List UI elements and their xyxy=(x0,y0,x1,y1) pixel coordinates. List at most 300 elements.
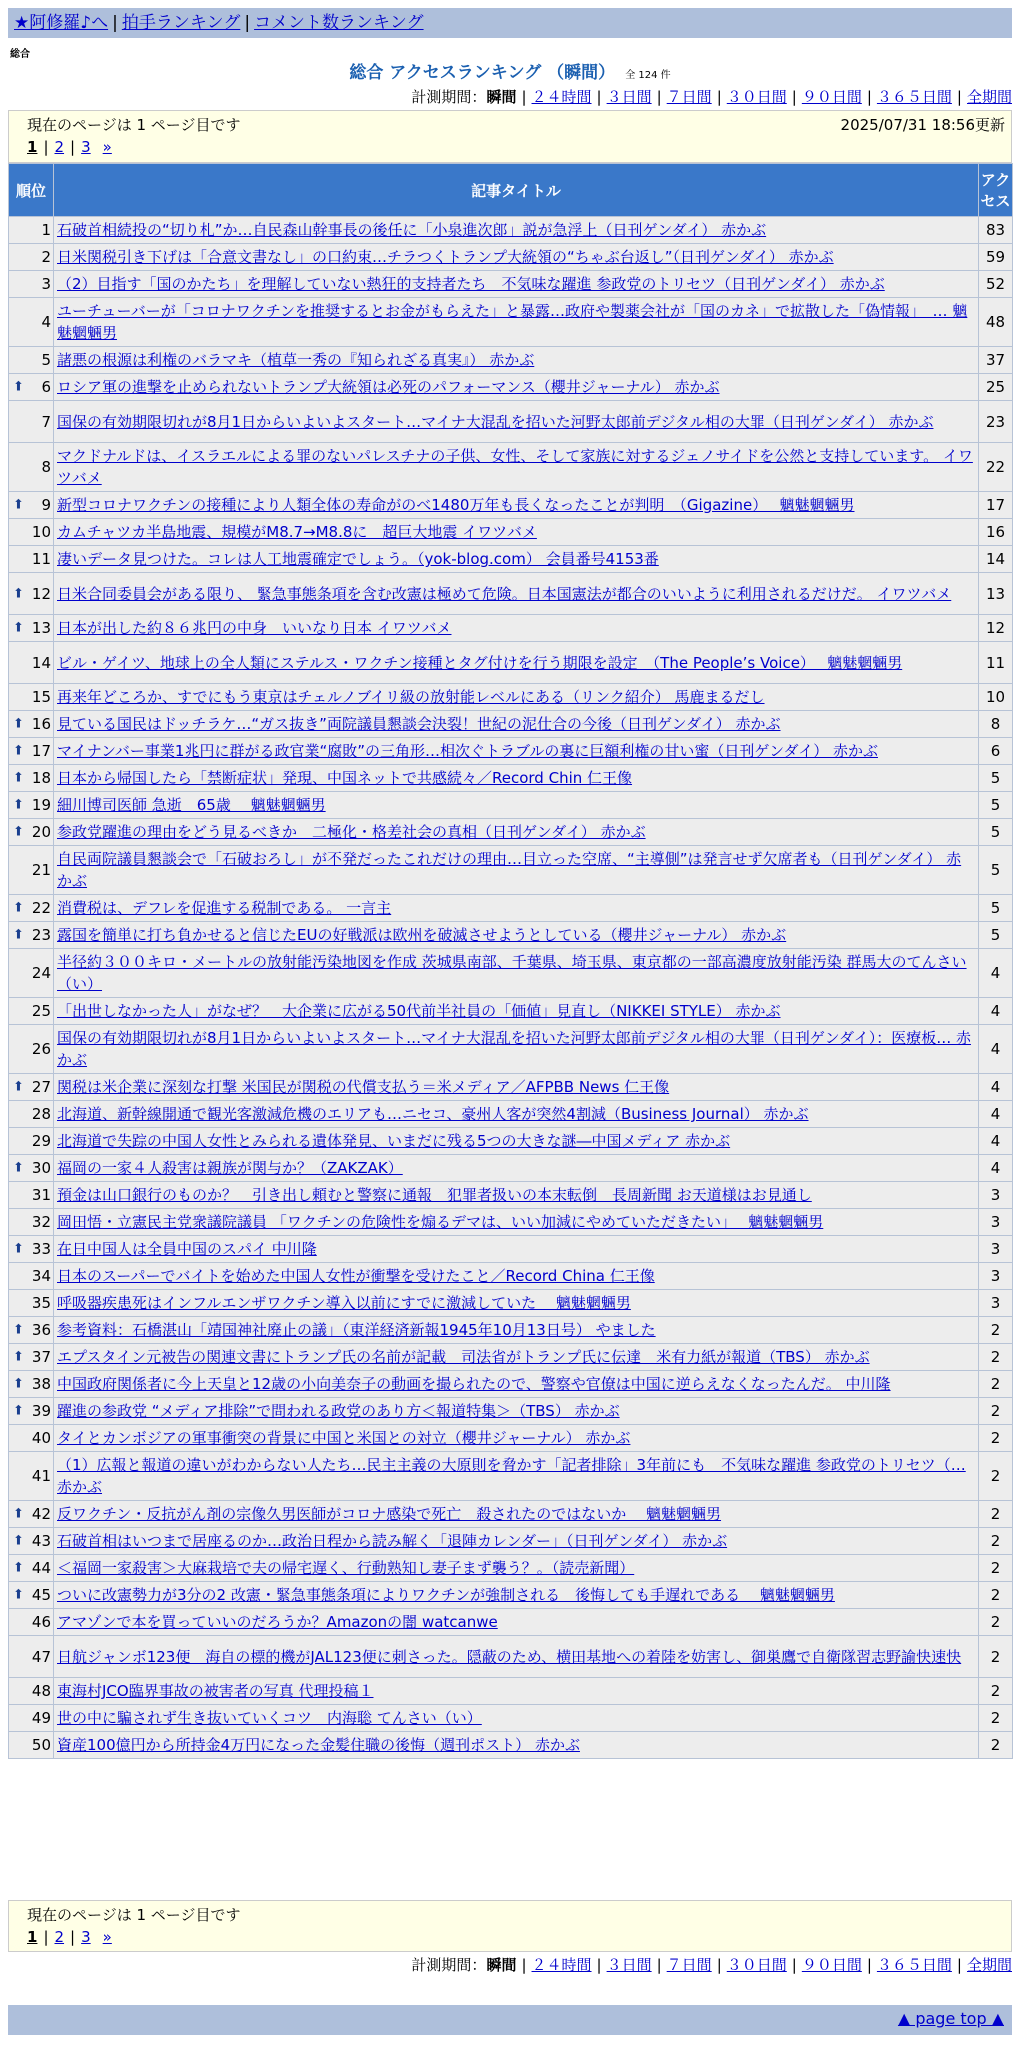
period-7d-link[interactable]: ７日間 xyxy=(666,88,712,106)
table-row xyxy=(9,711,1013,738)
page-3-link[interactable]: 3 xyxy=(81,1928,91,1946)
rank-cell xyxy=(9,401,54,443)
rank-number: 6 xyxy=(41,378,51,396)
article-link[interactable]: 中国政府関係者に今上天皇と12歳の小向美奈子の動画を撮られたので、警察や官僚は中国に逆らえなくなったんだ。 中川隆 xyxy=(57,1375,891,1393)
title-cell xyxy=(54,1182,979,1209)
access-count: 4 xyxy=(979,1101,1013,1128)
rank-cell xyxy=(9,1732,54,1759)
rank-cell xyxy=(9,1398,54,1425)
access-count: 3 xyxy=(979,1182,1013,1209)
rank-cell xyxy=(9,1182,54,1209)
article-link[interactable]: 参考資料：石橋湛山「靖国神社廃止の議」（東洋経済新報1945年10月13日号） やました xyxy=(57,1321,656,1339)
table-row xyxy=(9,1528,1013,1555)
rank-cell xyxy=(9,519,54,546)
article-link[interactable]: 岡田悟・立憲民主党衆議院議員 「ワクチンの危険性を煽るデマは、いい加減にやめていただきたい」 魑魅魍魎男 xyxy=(57,1213,824,1231)
rank-number: 24 xyxy=(31,964,51,982)
rank-cell xyxy=(9,922,54,949)
access-count: 83 xyxy=(979,217,1013,244)
access-count: 3 xyxy=(979,1263,1013,1290)
table-row xyxy=(9,1609,1013,1636)
article-link[interactable]: 関税は米企業に深刻な打撃 米国民が関税の代償支払う＝米メディア／AFPBB News 仁王像 xyxy=(57,1078,670,1096)
article-link[interactable]: 国保の有効期限切れが8月1日からいよいよスタート…マイナ大混乱を招いた河野太郎前デジタル相の大罪（日刊ゲンダイ）：医療板… 赤かぶ xyxy=(57,1029,971,1069)
period-selector-bottom: 計測期間：瞬間 | ２４時間 | ３日間 | ７日間 | ３０日間 | ９０日間 | ３６５日間 | 全期間 xyxy=(411,1956,1012,1974)
up-arrow-icon: ⬆ xyxy=(13,497,24,513)
access-count: 5 xyxy=(979,765,1013,792)
period-30d-link[interactable]: ３０日間 xyxy=(726,1956,787,1974)
title-cell xyxy=(54,711,979,738)
rank-number: 39 xyxy=(31,1402,51,1420)
access-count: 2 xyxy=(979,1678,1013,1705)
article-link[interactable]: 細川博司医師 急逝 65歳 魑魅魍魎男 xyxy=(57,796,326,814)
table-row xyxy=(9,492,1013,519)
rank-number: 29 xyxy=(31,1132,51,1150)
article-link[interactable]: マクドナルドは、イスラエルによる罪のないパレスチナの子供、女性、そして家族に対するジェノサイドを公然と支持しています。 イワツバメ xyxy=(57,447,973,487)
access-count: 48 xyxy=(979,298,1013,347)
rank-number: 44 xyxy=(31,1559,51,1577)
period-all-link[interactable]: 全期間 xyxy=(966,1956,1012,1974)
table-row xyxy=(9,374,1013,401)
title-cell xyxy=(54,1263,979,1290)
access-count: 2 xyxy=(979,1582,1013,1609)
period-365d-link[interactable]: ３６５日間 xyxy=(876,88,952,106)
access-count: 6 xyxy=(979,738,1013,765)
rank-cell xyxy=(9,642,54,684)
period-current: 瞬間 xyxy=(486,88,517,106)
article-link[interactable]: 新型コロナワクチンの接種により人類全体の寿命がのべ1480万年も長くなったことが判明 （Gigazine） 魑魅魍魎男 xyxy=(57,496,855,514)
title-cell xyxy=(54,949,979,998)
rank-number: 4 xyxy=(41,313,51,331)
article-link[interactable]: ついに改憲勢力が3分の2 改憲・緊急事態条項によりワクチンが強制される 後悔しても手遅れである 魑魅魍魎男 xyxy=(57,1586,835,1604)
rank-number: 21 xyxy=(31,861,51,879)
article-link[interactable]: 諸悪の根源は利権のバラマキ（植草一秀の『知られざる真実』） 赤かぶ xyxy=(57,351,535,369)
table-row xyxy=(9,1290,1013,1317)
access-count: 17 xyxy=(979,492,1013,519)
rank-number: 47 xyxy=(31,1647,51,1666)
table-row xyxy=(9,1128,1013,1155)
rank-number: 20 xyxy=(31,823,51,841)
article-link[interactable]: 日米合同委員会がある限り、 緊急事態条項を含む改憲は極めて危険。日本国憲法が都合のいいように利用されるだけだ。 イワツバメ xyxy=(57,584,952,603)
title-cell xyxy=(54,922,979,949)
title-cell xyxy=(54,401,979,443)
title-cell xyxy=(54,573,979,615)
access-count: 5 xyxy=(979,846,1013,895)
title-cell xyxy=(54,374,979,401)
article-link[interactable]: 半径約３００キロ・メートルの放射能汚染地図を作成 茨城県南部、千葉県、埼玉県、東京都の一部高濃度放射能汚染 群馬大のてんさい（い） xyxy=(57,953,967,993)
access-count: 2 xyxy=(979,1398,1013,1425)
title-cell xyxy=(54,1155,979,1182)
table-row xyxy=(9,642,1013,684)
access-count: 14 xyxy=(979,546,1013,573)
access-count: 2 xyxy=(979,1528,1013,1555)
table-row xyxy=(9,1732,1013,1759)
title-cell xyxy=(54,546,979,573)
rank-number: 41 xyxy=(31,1467,51,1485)
rank-cell xyxy=(9,298,54,347)
rank-cell xyxy=(9,1317,54,1344)
page-top-link[interactable]: ▲ page top ▲ xyxy=(897,2009,1004,2028)
table-row xyxy=(9,1236,1013,1263)
rank-number: 22 xyxy=(31,899,51,917)
title-cell xyxy=(54,1609,979,1636)
article-link[interactable]: （2）目指す「国のかたち」を理解していない熱狂的支持者たち 不気味な躍進 参政党のトリセツ（日刊ゲンダイ） 赤かぶ xyxy=(57,275,885,293)
rank-number: 50 xyxy=(31,1736,51,1754)
table-row xyxy=(9,298,1013,347)
rank-number: 45 xyxy=(31,1586,51,1604)
access-count: 2 xyxy=(979,1371,1013,1398)
page-1-current: 1 xyxy=(27,138,38,156)
article-link[interactable]: 北海道、新幹線開通で観光客激減危機のエリアも…ニセコ、豪州人客が突然4割減（Business Journal） 赤かぶ xyxy=(57,1105,809,1123)
nav-separator: | xyxy=(112,13,118,33)
page-links: 1 | 2 | 3 » xyxy=(27,1928,112,1946)
rank-cell xyxy=(9,792,54,819)
rank-cell xyxy=(9,1344,54,1371)
table-row xyxy=(9,1501,1013,1528)
ranking-table xyxy=(8,163,1013,1759)
rank-cell xyxy=(9,1236,54,1263)
access-count: 16 xyxy=(979,519,1013,546)
title-cell xyxy=(54,492,979,519)
period-label: 計測期間： xyxy=(411,1956,487,1974)
up-arrow-icon: ⬆ xyxy=(13,1506,24,1522)
access-count: 4 xyxy=(979,998,1013,1025)
pager-top xyxy=(8,110,1012,163)
article-link[interactable]: （1）広報と報道の違いがわからない人たち…民主主義の大原則を脅かす「記者排除」3年前にも 不気味な躍進 参政党のトリセツ（… 赤かぶ xyxy=(57,1456,966,1496)
rank-number: 35 xyxy=(31,1294,51,1312)
article-link[interactable]: ＜福岡一家殺害＞大麻栽培で夫の帰宅遅く、行動熟知し妻子まず襲う？。（読売新聞） xyxy=(57,1559,635,1577)
article-link[interactable]: カムチャツカ半島地震、規模がM8.7→M8.8に 超巨大地震 イワツバメ xyxy=(57,523,537,541)
title-cell xyxy=(54,684,979,711)
access-count: 2 xyxy=(979,1609,1013,1636)
access-count: 2 xyxy=(979,1555,1013,1582)
up-arrow-icon: ⬆ xyxy=(13,620,24,636)
table-row xyxy=(9,1636,1013,1678)
title-cell xyxy=(54,1705,979,1732)
table-row xyxy=(9,347,1013,374)
access-count: 37 xyxy=(979,347,1013,374)
title-cell xyxy=(54,1501,979,1528)
rank-cell xyxy=(9,271,54,298)
rank-number: 9 xyxy=(41,496,51,514)
title-cell xyxy=(54,519,979,546)
access-count: 25 xyxy=(979,374,1013,401)
rank-cell xyxy=(9,1452,54,1501)
title-cell xyxy=(54,1425,979,1452)
rank-number: 42 xyxy=(31,1505,51,1523)
rank-cell xyxy=(9,998,54,1025)
article-link[interactable]: 自民両院議員懇談会で「石破おろし」が不発だったこれだけの理由…目立った空席、“主導側”は発言せず欠席者も（日刊ゲンダイ） 赤かぶ xyxy=(57,850,962,890)
table-row xyxy=(9,1555,1013,1582)
table-row xyxy=(9,1425,1013,1452)
up-arrow-icon: ⬆ xyxy=(13,927,24,943)
title-cell xyxy=(54,1074,979,1101)
period-90d-link[interactable]: ９０日間 xyxy=(801,88,862,106)
access-count: 3 xyxy=(979,1236,1013,1263)
period-24h-link[interactable]: ２４時間 xyxy=(531,1956,592,1974)
table-row xyxy=(9,519,1013,546)
title-cell xyxy=(54,1555,979,1582)
access-count: 23 xyxy=(979,401,1013,443)
rank-number: 2 xyxy=(41,248,51,266)
rank-cell xyxy=(9,374,54,401)
access-count: 13 xyxy=(979,573,1013,615)
title-cell xyxy=(54,1101,979,1128)
rank-cell xyxy=(9,1555,54,1582)
up-arrow-icon: ⬆ xyxy=(13,1533,24,1549)
article-link[interactable]: 日米関税引き下げは「合意文書なし」の口約束…チラつくトランプ大統領の“ちゃぶ台返し”（日刊ゲンダイ） 赤かぶ xyxy=(57,248,834,266)
access-count: 4 xyxy=(979,1128,1013,1155)
article-link[interactable]: 資産100億円から所持金4万円になった金髪住職の後悔（週刊ポスト） 赤かぶ xyxy=(57,1736,580,1754)
article-link[interactable]: 福岡の一家４人殺害は親族が関与か？（ZAKZAK） xyxy=(57,1159,403,1177)
table-row xyxy=(9,1317,1013,1344)
page-links: 1 | 2 | 3 » xyxy=(27,138,112,156)
access-count: 8 xyxy=(979,711,1013,738)
up-arrow-icon: ⬆ xyxy=(13,1587,24,1603)
table-row xyxy=(9,1025,1013,1074)
rank-number: 38 xyxy=(31,1375,51,1393)
article-link[interactable]: 在日中国人は全員中国のスパイ 中川隆 xyxy=(57,1240,317,1258)
table-row xyxy=(9,271,1013,298)
article-link[interactable]: エプスタイン元被告の関連文書にトランプ氏の名前が記載 司法省がトランプ氏に伝達 米有力紙が報道（TBS） 赤かぶ xyxy=(57,1348,870,1366)
table-row xyxy=(9,1678,1013,1705)
period-365d-link[interactable]: ３６５日間 xyxy=(876,1956,952,1974)
article-link[interactable]: 国保の有効期限切れが8月1日からいよいよスタート…マイナ大混乱を招いた河野太郎前デジタル相の大罪（日刊ゲンダイ） 赤かぶ xyxy=(57,412,934,431)
article-link[interactable]: 預金は山口銀行のものか？ 引き出し頼むと警察に通報 犯罪者扱いの本末転倒 長周新聞 お天道様はお見通し xyxy=(57,1186,812,1204)
rank-cell xyxy=(9,1501,54,1528)
up-arrow-icon: ⬆ xyxy=(13,797,24,813)
up-arrow-icon: ⬆ xyxy=(13,1079,24,1095)
updated-timestamp: 2025/07/31 18:56更新 xyxy=(840,116,1005,134)
rank-number: 23 xyxy=(31,926,51,944)
rank-number: 8 xyxy=(41,458,51,476)
title-cell xyxy=(54,819,979,846)
comment-ranking-link[interactable]: コメント数ランキング xyxy=(254,13,424,33)
period-all-link[interactable]: 全期間 xyxy=(966,88,1012,106)
up-arrow-icon: ⬆ xyxy=(13,379,24,395)
rank-cell xyxy=(9,1155,54,1182)
rank-number: 37 xyxy=(31,1348,51,1366)
access-count: 2 xyxy=(979,1344,1013,1371)
article-link[interactable]: 北海道で失踪の中国人女性とみられる遺体発見、いまだに残る5つの大きな謎―中国メディア 赤かぶ xyxy=(57,1132,731,1150)
rank-cell xyxy=(9,1609,54,1636)
up-arrow-icon: ⬆ xyxy=(13,1322,24,1338)
article-link[interactable]: アマゾンで本を買っていいのだろうか？Amazonの闇 watcanwe xyxy=(57,1613,498,1631)
table-row xyxy=(9,1182,1013,1209)
page-title xyxy=(0,61,1020,88)
article-link[interactable]: 反ワクチン・反抗がん剤の宗像久男医師がコロナ感染で死亡 殺されたのではないか 魑魅魍魎男 xyxy=(57,1505,722,1523)
rank-cell xyxy=(9,1101,54,1128)
rank-number: 40 xyxy=(31,1429,51,1447)
item-count: 全 124 件 xyxy=(625,70,671,81)
up-arrow-icon: ⬆ xyxy=(13,900,24,916)
rank-number: 43 xyxy=(31,1532,51,1550)
rank-number: 3 xyxy=(41,275,51,293)
rank-cell xyxy=(9,684,54,711)
rank-cell xyxy=(9,1290,54,1317)
title-cell xyxy=(54,792,979,819)
rank-cell xyxy=(9,711,54,738)
title-cell xyxy=(54,1290,979,1317)
table-row xyxy=(9,998,1013,1025)
rank-number: 30 xyxy=(31,1159,51,1177)
table-row xyxy=(9,615,1013,642)
article-link[interactable]: 東海村JCO臨界事故の被害者の写真 代理投稿１ xyxy=(57,1682,374,1700)
article-link[interactable]: 「出世しなかった人」がなぜ？ 大企業に広がる50代前半社員の「価値」見直し（NIKKEI STYLE） 赤かぶ xyxy=(57,1002,781,1020)
article-link[interactable]: 日航ジャンボ123便 海自の標的機がJAL123便に刺さった。隠蔽のため、横田基地への着陸を妨害し、御巣鷹で自衛隊習志野諭快速快 xyxy=(57,1647,962,1666)
rank-cell xyxy=(9,1209,54,1236)
rank-number: 18 xyxy=(31,769,51,787)
rank-number: 36 xyxy=(31,1321,51,1339)
rank-number: 12 xyxy=(31,584,51,603)
article-link[interactable]: 日本が出した約８６兆円の中身 いいなり日本 イワツバメ xyxy=(57,619,452,637)
article-link[interactable]: 見ている国民はドッチラケ…“ガス抜き”両院議員懇談会決裂！世紀の泥仕合の今後（日刊ゲンダイ） 赤かぶ xyxy=(57,715,781,733)
rank-number: 10 xyxy=(31,523,51,541)
access-count: 2 xyxy=(979,1705,1013,1732)
access-count: 2 xyxy=(979,1425,1013,1452)
title-cell xyxy=(54,895,979,922)
access-count: 3 xyxy=(979,1290,1013,1317)
rank-cell xyxy=(9,492,54,519)
page-status: 現在のページは 1 ページ目です xyxy=(27,1906,241,1924)
article-link[interactable]: 参政党躍進の理由をどう見るべきか 二極化・格差社会の真相（日刊ゲンダイ） 赤かぶ xyxy=(57,823,646,841)
title-cell xyxy=(54,1678,979,1705)
page-2-link[interactable]: 2 xyxy=(54,138,65,156)
article-link[interactable]: ユーチューバーが「コロナワクチンを推奨するとお金がもらえた」と暴露…政府や製薬会社が「国のカネ」で拡散した「偽情報」 … 魑魅魍魎男 xyxy=(57,302,968,342)
up-arrow-icon: ⬆ xyxy=(13,1349,24,1365)
rank-number: 14 xyxy=(31,653,51,672)
rank-header: 順位 xyxy=(9,164,54,217)
category-label: 総合 xyxy=(10,49,30,60)
rank-number: 27 xyxy=(31,1078,51,1096)
rank-cell xyxy=(9,1074,54,1101)
article-link[interactable]: 日本から帰国したら「禁断症状」発現、中国ネットで共感続々／Record Chin 仁王像 xyxy=(57,769,633,787)
period-24h-link[interactable]: ２４時間 xyxy=(531,88,592,106)
table-row xyxy=(9,1398,1013,1425)
access-count: 2 xyxy=(979,1501,1013,1528)
rank-cell xyxy=(9,1636,54,1678)
table-row xyxy=(9,443,1013,492)
title-cell xyxy=(54,765,979,792)
access-count: 3 xyxy=(979,1209,1013,1236)
access-count: 59 xyxy=(979,244,1013,271)
access-count: 5 xyxy=(979,922,1013,949)
period-90d-link[interactable]: ９０日間 xyxy=(801,1956,862,1974)
rank-cell xyxy=(9,1025,54,1074)
period-3d-link[interactable]: ３日間 xyxy=(606,88,652,106)
article-link[interactable]: 凄いデータ見つけた。コレは人工地震確定でしょう。（yok-blog.com） 会員番号4153番 xyxy=(57,550,659,568)
access-count: 11 xyxy=(979,642,1013,684)
title-cell xyxy=(54,1732,979,1759)
table-row xyxy=(9,1101,1013,1128)
access-count: 2 xyxy=(979,1452,1013,1501)
up-arrow-icon: ⬆ xyxy=(13,1403,24,1419)
title-cell xyxy=(54,1371,979,1398)
up-arrow-icon: ⬆ xyxy=(13,1560,24,1576)
page-3-link[interactable]: 3 xyxy=(81,138,91,156)
rank-number: 32 xyxy=(31,1213,51,1231)
applause-ranking-link[interactable]: 拍手ランキング xyxy=(121,13,241,33)
rank-number: 28 xyxy=(31,1105,51,1123)
table-row xyxy=(9,1705,1013,1732)
table-row xyxy=(9,1074,1013,1101)
page-2-link[interactable]: 2 xyxy=(54,1928,65,1946)
title-cell xyxy=(54,1452,979,1501)
period-7d-link[interactable]: ７日間 xyxy=(666,1956,712,1974)
rank-cell xyxy=(9,1263,54,1290)
access-header: アクセス xyxy=(979,164,1013,217)
title-cell xyxy=(54,1344,979,1371)
article-link[interactable]: マイナンバー事業1兆円に群がる政官業“腐敗”の三角形…相次ぐトラブルの裏に巨額利権の甘い蜜（日刊ゲンダイ） 赤かぶ xyxy=(57,742,878,760)
article-link[interactable]: 石破首相はいつまで居座るのか…政治日程から読み解く「退陣カレンダー」（日刊ゲンダイ） 赤かぶ xyxy=(57,1532,728,1550)
article-link[interactable]: 日本のスーパーでバイトを始めた中国人女性が衝撃を受けたこと／Record China 仁王像 xyxy=(57,1267,655,1285)
title-cell xyxy=(54,271,979,298)
rank-cell xyxy=(9,217,54,244)
home-link[interactable]: ★阿修羅♪へ xyxy=(14,13,109,33)
up-arrow-icon: ⬆ xyxy=(13,1376,24,1392)
title-cell xyxy=(54,1528,979,1555)
period-3d-link[interactable]: ３日間 xyxy=(606,1956,652,1974)
table-row xyxy=(9,792,1013,819)
article-link[interactable]: ビル・ゲイツ、地球上の全人類にステルス・ワクチン接種とタグ付けを行う期限を設定 （The People’s Voice） 魑魅魍魎男 xyxy=(57,653,903,672)
table-row xyxy=(9,1582,1013,1609)
access-count: 52 xyxy=(979,271,1013,298)
title-cell xyxy=(54,642,979,684)
table-row xyxy=(9,573,1013,615)
page-1-current: 1 xyxy=(27,1928,38,1946)
rank-cell xyxy=(9,1425,54,1452)
rank-cell xyxy=(9,615,54,642)
nav-separator: | xyxy=(244,13,251,33)
article-link[interactable]: 躍進の参政党 “メディア排除”で問われる政党のあり方＜報道特集＞（TBS） 赤かぶ xyxy=(57,1402,620,1420)
rank-cell xyxy=(9,244,54,271)
article-link[interactable]: 石破首相続投の“切り札”か…自民森山幹事長の後任に「小泉進次郎」説が急浮上（日刊ゲンダイ） 赤かぶ xyxy=(57,221,767,239)
article-link[interactable]: 再来年どころか、すでにもう東京はチェルノブイリ級の放射能レベルにある（リンク紹介） 馬鹿まるだし xyxy=(57,688,765,706)
rank-number: 1 xyxy=(41,221,51,239)
table-row xyxy=(9,546,1013,573)
title-cell xyxy=(54,1236,979,1263)
article-link[interactable]: 消費税は、デフレを促進する税制である。 一言主 xyxy=(57,899,392,917)
table-row xyxy=(9,1209,1013,1236)
title-cell xyxy=(54,443,979,492)
rank-number: 5 xyxy=(41,351,51,369)
period-current: 瞬間 xyxy=(486,1956,517,1974)
rank-number: 48 xyxy=(31,1682,51,1700)
access-count: 12 xyxy=(979,615,1013,642)
access-count: 2 xyxy=(979,1636,1013,1678)
title-cell xyxy=(54,217,979,244)
rank-number: 33 xyxy=(31,1240,51,1258)
article-link[interactable]: 世の中に騙されず生き抜いていくコツ 内海聡 てんさい（い） xyxy=(57,1709,482,1727)
access-count: 4 xyxy=(979,949,1013,998)
period-label: 計測期間： xyxy=(411,88,487,106)
up-arrow-icon: ⬆ xyxy=(13,1241,24,1257)
rank-number: 13 xyxy=(31,619,51,637)
rank-cell xyxy=(9,738,54,765)
next-page-link[interactable]: » xyxy=(102,138,112,156)
rank-cell xyxy=(9,1528,54,1555)
article-link[interactable]: タイとカンボジアの軍事衝突の背景に中国と米国との対立（櫻井ジャーナル） 赤かぶ xyxy=(57,1429,631,1447)
article-link[interactable]: 露国を簡単に打ち負かせると信じたEUの好戦派は欧州を破滅させようとしている（櫻井ジャーナル） 赤かぶ xyxy=(57,926,787,944)
title-header: 記事タイトル xyxy=(54,164,979,217)
article-link[interactable]: ロシア軍の進撃を止められないトランプ大統領は必死のパフォーマンス（櫻井ジャーナル） 赤かぶ xyxy=(57,378,720,396)
pager-bottom xyxy=(8,1900,1012,1952)
up-arrow-icon: ⬆ xyxy=(13,1160,24,1176)
rank-number: 31 xyxy=(31,1186,51,1204)
access-count: 5 xyxy=(979,792,1013,819)
article-link[interactable]: 呼吸器疾患死はインフルエンザワクチン導入以前にすでに激減していた 魑魅魍魎男 xyxy=(57,1294,631,1312)
period-30d-link[interactable]: ３０日間 xyxy=(726,88,787,106)
access-count: 4 xyxy=(979,1025,1013,1074)
next-page-link[interactable]: » xyxy=(102,1928,112,1946)
